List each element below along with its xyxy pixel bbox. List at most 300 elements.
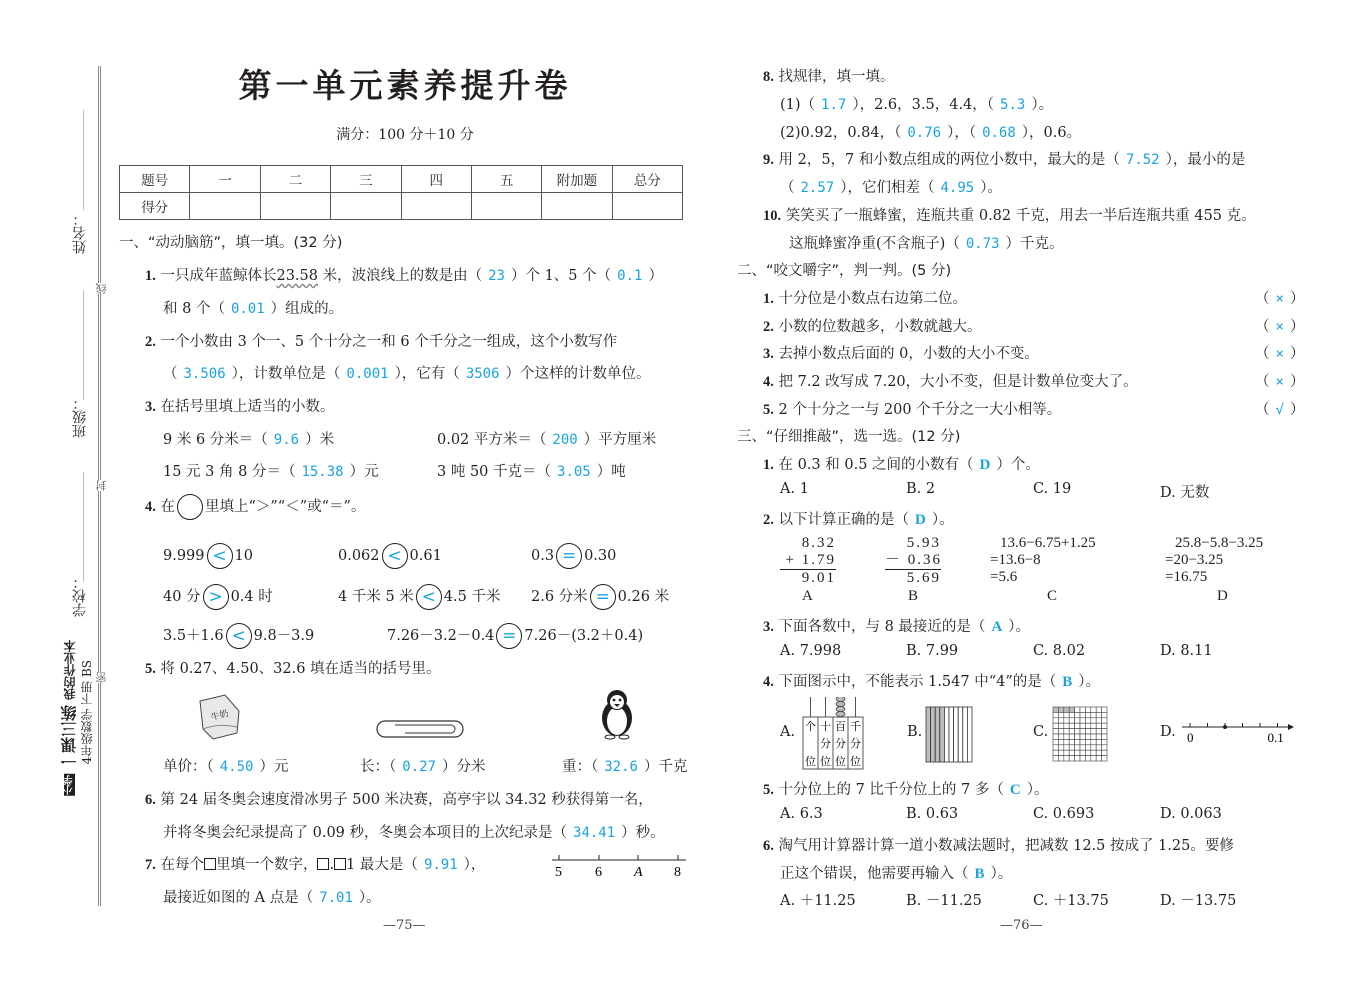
item-text: ）米: [305, 432, 335, 448]
page-number-right: —76—: [1000, 918, 1043, 933]
grid-cell: [1069, 718, 1074, 723]
judge-item: [763, 342, 1039, 363]
score-table: [119, 165, 683, 220]
choice-question-6-line2: [780, 862, 1012, 883]
grid-cell: [1064, 739, 1069, 744]
grid-cell: [1102, 718, 1107, 723]
answer: 3.05: [557, 464, 591, 480]
score-header-cell: 附加题: [542, 166, 612, 193]
question-text: 下面各数中，与 8 最接近的是（: [778, 619, 986, 635]
abacus-column-label: 位: [805, 755, 816, 768]
question-number: 4.: [763, 674, 774, 690]
school-field-line: [83, 472, 84, 582]
question-8-part1: [780, 93, 1053, 114]
abacus-column-label: 分: [850, 737, 861, 750]
penguin-image: [596, 688, 638, 740]
answer: D: [914, 512, 926, 528]
answer: B: [1062, 674, 1073, 690]
grid-cell: [1075, 718, 1080, 723]
length-item: [360, 755, 485, 776]
answer: ×: [1275, 346, 1284, 363]
weight-item: [562, 755, 687, 776]
options-row: [780, 806, 1300, 826]
left-expr: 7.26－3.2－0.4: [387, 628, 495, 644]
bar-strip: [967, 707, 972, 762]
question-text: 小数的位数越多，小数就越大。: [778, 318, 982, 335]
grid-cell: [1053, 718, 1058, 723]
grid-cell: [1058, 734, 1063, 739]
question-text: 十分位上的 7 比千分位上的 7 多（: [778, 782, 1004, 798]
question-number: 7.: [145, 857, 156, 873]
answer: 0.27: [402, 759, 436, 775]
grid-cell: [1064, 734, 1069, 739]
brand-name: 一课三练: [60, 704, 79, 769]
grid-cell: [1069, 734, 1074, 739]
calc-label-b[interactable]: B: [908, 588, 919, 604]
right-expr: 0.26 米: [617, 589, 670, 605]
question-text: ）。: [980, 180, 1002, 196]
right-expr: 0.30: [584, 548, 617, 564]
answer: 3506: [465, 366, 500, 382]
page-title: 第一单元素养提升卷: [238, 66, 572, 105]
question-text: 十分位是小数点右边第二位。: [778, 291, 967, 307]
abacus-column-label: 分: [820, 737, 831, 750]
grid-cell: [1091, 739, 1096, 744]
question-number: 1.: [763, 457, 774, 473]
grid-cell: [1096, 734, 1101, 739]
grid-cell: [1102, 729, 1107, 734]
abacus-column-label: 个: [805, 720, 816, 733]
left-expr: 0.3: [531, 548, 555, 564]
tick-label: 8: [674, 865, 681, 880]
judge-answer-box[interactable]: （ × ）: [1255, 346, 1305, 363]
grid-cell: [1058, 750, 1063, 755]
tick-label: 5: [555, 865, 562, 880]
comparison-item: [163, 584, 273, 610]
item-text: ）吨: [596, 464, 626, 480]
score-cell[interactable]: [542, 193, 612, 220]
grid-cell: [1058, 756, 1063, 761]
grid-cell: [1096, 707, 1101, 712]
judge-answer-box[interactable]: （ × ）: [1255, 318, 1305, 335]
comparison-item: [338, 584, 500, 610]
answer: 0.1: [617, 268, 643, 284]
grid-cell: [1053, 750, 1058, 755]
abacus-diagram[interactable]: [801, 697, 865, 771]
option-d-label[interactable]: D.: [1160, 724, 1176, 740]
full-score: 满分：100 分＋10 分: [336, 127, 474, 143]
option-b[interactable]: B. 2: [906, 481, 936, 497]
calc-line: 8.32: [801, 535, 836, 551]
question-text: 下面图示中，不能表示 1.547 中“4”的是（: [778, 674, 1057, 690]
question-1-5: [145, 657, 441, 678]
grid-cell: [1085, 745, 1090, 750]
abacus-bead: [836, 712, 845, 717]
option-c[interactable]: C. 19: [1033, 481, 1072, 497]
question-1-1: [145, 264, 663, 285]
grid-cell: [1058, 718, 1063, 723]
question-number: 10.: [763, 208, 782, 224]
question-text: 2 个十分之一与 200 个千分之一大小相等。: [778, 401, 1062, 418]
item-text: 单价：（: [163, 759, 214, 775]
grid-cell: [1102, 750, 1107, 755]
score-cell[interactable]: [260, 193, 330, 220]
grid-cell: [1080, 734, 1085, 739]
option-d[interactable]: D. 8.11: [1160, 643, 1213, 659]
bar-model-diagram[interactable]: [925, 706, 975, 764]
comparison-circle[interactable]: <: [382, 543, 408, 569]
comparison-circle[interactable]: <: [226, 623, 252, 649]
score-cell[interactable]: [612, 193, 682, 220]
question-text: 最接近如图的 A 点是（: [163, 890, 314, 906]
right-expr: 9.8－3.9: [253, 628, 315, 644]
score-cell[interactable]: [471, 193, 541, 220]
option-c-label[interactable]: C.: [1033, 724, 1049, 740]
comparison-circle[interactable]: <: [416, 584, 442, 610]
question-number: 3.: [763, 346, 774, 363]
item-text: ）分米: [441, 759, 486, 775]
score-cell[interactable]: [401, 193, 471, 220]
question-1-6-line2: [163, 821, 665, 842]
grid-cell: [1069, 707, 1074, 712]
grid-cell: [1102, 734, 1107, 739]
milk-label: 牛奶: [209, 709, 230, 724]
bar-strip: [949, 707, 954, 762]
question-number: 3.: [763, 619, 774, 635]
calc-label-a[interactable]: A: [802, 588, 813, 604]
abacus-bead: [836, 707, 845, 712]
question-number: 4.: [145, 499, 156, 515]
answer: D: [979, 457, 991, 473]
grid-cell: [1064, 745, 1069, 750]
grid-cell: [1075, 745, 1080, 750]
grid-cell: [1102, 756, 1107, 761]
answer: 7.52: [1125, 152, 1160, 168]
question-number: 2.: [145, 334, 156, 350]
grid-cell: [1053, 745, 1058, 750]
grid-cell: [1096, 718, 1101, 723]
judge-answer-box[interactable]: （ √ ）: [1255, 401, 1305, 418]
option-a[interactable]: A. 7.998: [780, 643, 842, 659]
price-item: [163, 755, 288, 776]
section2-heading: 二、“咬文嚼字”，判一判。(5 分): [737, 263, 952, 279]
grid-cell: [1085, 750, 1090, 755]
section1-heading: 一、“动动脑筋”，填一填。(32 分): [119, 235, 343, 251]
question-text: 第 24 届冬奥会速度滑冰男子 500 米决赛，高亭宇以 34.32 秒获得第一名，: [160, 792, 653, 808]
calc-line: + 1.79: [780, 552, 836, 570]
grid-cell: [1091, 718, 1096, 723]
question-8: [763, 65, 894, 86]
answer: A: [991, 619, 1003, 635]
calc-label-c[interactable]: C: [1047, 588, 1058, 604]
question-text: .: [329, 857, 335, 873]
option-a[interactable]: A. 6.3: [780, 806, 823, 822]
option-b[interactable]: B. 7.99: [906, 643, 959, 659]
grid-cell: [1058, 712, 1063, 717]
option-a[interactable]: A. ＋11.25: [780, 893, 856, 909]
left-expr: 9.999: [163, 548, 205, 564]
score-header-cell: 题号: [120, 166, 190, 193]
right-expr: 7.26－(3.2＋0.4): [524, 628, 644, 644]
answer: 1.7: [821, 97, 847, 113]
calc-c: [990, 535, 1096, 586]
grid-cell: [1085, 729, 1090, 734]
grid-cell: [1053, 739, 1058, 744]
tick-label: 6: [595, 865, 602, 880]
calc-line: 9.01: [801, 570, 836, 586]
question-number: 3.: [145, 399, 156, 415]
question-text: ）。: [990, 866, 1013, 882]
grid-cell: [1058, 723, 1063, 728]
question-text: ），它们相差（: [840, 180, 935, 196]
abacus-column-label: 位: [850, 755, 861, 768]
item-text: 15 元 3 角 8 分＝（: [163, 464, 296, 480]
answer: 0.76: [907, 125, 942, 141]
left-expr: 2.6 分米: [531, 589, 588, 605]
question-10: [763, 204, 1256, 225]
hundred-grid-diagram[interactable]: [1052, 706, 1108, 762]
conversion-item: [163, 460, 379, 481]
answer: 2.57: [800, 180, 835, 196]
answer: B: [974, 866, 985, 882]
conversion-item: [163, 428, 334, 449]
option-a[interactable]: A. 1: [780, 481, 809, 497]
grid-cell: [1085, 739, 1090, 744]
question-text: 在每个: [160, 857, 204, 873]
comparison-circle[interactable]: >: [203, 584, 229, 610]
conversion-item: [437, 428, 656, 449]
question-text: ），它有（: [394, 366, 460, 382]
question-text: 用 2，5，7 和小数点组成的两位小数中，最大的是（: [778, 152, 1120, 168]
answer: 7.01: [319, 890, 353, 906]
number-line-5-to-8: [550, 852, 690, 882]
grid-cell: [1064, 712, 1069, 717]
school-field-label: 学校：: [72, 575, 88, 617]
right-expr: 0.61: [409, 548, 442, 564]
question-text: 以下计算正确的是（: [778, 512, 909, 528]
bar-strip: [931, 707, 936, 762]
grid-cell: [1075, 756, 1080, 761]
choice-question-1: [763, 453, 1040, 474]
option-b-label[interactable]: B.: [907, 724, 923, 740]
item-text: 0.02 平方米＝（: [437, 432, 547, 448]
grid-cell: [1096, 750, 1101, 755]
judge-answer-box[interactable]: （ × ）: [1255, 291, 1305, 307]
question-text: （: [163, 366, 178, 382]
choice-question-4: [763, 670, 1100, 691]
question-1-4: [145, 494, 365, 520]
question-text: 1 最大是（: [346, 857, 418, 873]
answer: 9.6: [273, 432, 300, 448]
bar-strip: [944, 707, 949, 762]
conversion-item: [437, 460, 626, 481]
grid-cell: [1075, 729, 1080, 734]
score-cell[interactable]: [190, 193, 260, 220]
question-text: 找规律，填一填。: [778, 69, 895, 85]
question-text: ）个这样的计数单位。: [505, 366, 651, 382]
tick-label: 0.1: [1267, 730, 1284, 745]
question-text: ），: [463, 857, 486, 873]
question-text: ），2.6，3.5，4.4，（: [852, 97, 995, 113]
abacus-bead: [836, 697, 845, 702]
question-text: 去掉小数点后面的 0，小数的大小不变。: [778, 346, 1039, 363]
brand-sub: 我的作业本: [63, 640, 77, 700]
score-cell[interactable]: [331, 193, 401, 220]
score-header-cell: 五: [471, 166, 541, 193]
question-text: 米，波浪线上的数是由（: [318, 268, 483, 284]
option-d[interactable]: D. 无数: [1160, 485, 1210, 501]
left-expr: 3.5＋1.6: [163, 628, 224, 644]
abacus-column-label: 分: [835, 737, 846, 750]
comparison-circle[interactable]: =: [556, 543, 582, 569]
item-text: ）千克: [643, 759, 688, 775]
grid-cell: [1053, 756, 1058, 761]
grid-cell: [1096, 723, 1101, 728]
question-text: ）。: [1008, 619, 1031, 635]
class-field-line: [83, 290, 84, 400]
grid-cell: [1069, 739, 1074, 744]
grid-cell: [1102, 712, 1107, 717]
grid-cell: [1080, 745, 1085, 750]
grid-cell: [1096, 739, 1101, 744]
brand-badge: 小学: [64, 774, 75, 795]
left-expr: 40 分: [163, 589, 201, 605]
question-9: [763, 148, 1245, 169]
answer: ×: [1275, 374, 1284, 391]
blank-square-icon: [334, 858, 346, 870]
name-field-label: 姓名：: [72, 212, 88, 254]
item-text: ）元: [259, 759, 289, 775]
grid-cell: [1053, 712, 1058, 717]
choice-question-5: [763, 778, 1048, 799]
item-text: 3 吨 50 千克＝（: [437, 464, 552, 480]
calc-d: [1165, 535, 1263, 586]
number-line-0-to-0.1[interactable]: [1180, 718, 1295, 746]
grid-cell: [1053, 707, 1058, 712]
answer: 0.01: [230, 301, 265, 317]
grid-cell: [1064, 756, 1069, 761]
right-expr: 4.5 千米: [443, 589, 501, 605]
answer: 15.38: [301, 464, 344, 480]
grid-cell: [1053, 734, 1058, 739]
grid-cell: [1064, 718, 1069, 723]
question-text: ）。: [1031, 97, 1054, 113]
grid-cell: [1058, 729, 1063, 734]
grid-cell: [1085, 707, 1090, 712]
comparison-item: [163, 623, 314, 649]
question-text: ），（: [947, 125, 977, 141]
grid-cell: [1069, 723, 1074, 728]
circle-icon: [177, 494, 203, 520]
grid-cell: [1085, 718, 1090, 723]
question-text: 将 0.27、4.50、32.6 填在适当的括号里。: [160, 661, 441, 677]
score-row-label: 得分: [120, 193, 190, 220]
arrow-icon: [1288, 724, 1294, 730]
question-8-part2: [780, 121, 1081, 142]
abacus-bead: [836, 702, 845, 707]
comparison-item: [387, 623, 643, 649]
answer: 4.50: [219, 759, 254, 775]
judge-item: [763, 370, 1138, 391]
comparison-circle[interactable]: <: [207, 543, 233, 569]
calc-line: =13.6−8: [990, 552, 1041, 568]
grid-cell: [1096, 756, 1101, 761]
score-header-cell: 一: [190, 166, 260, 193]
question-text: 在括号里填上适当的小数。: [160, 399, 335, 415]
point-marker: [1223, 725, 1227, 729]
answer: 9.91: [423, 857, 458, 873]
seal-mark-line: 线: [95, 283, 108, 294]
paper-clip-image: [375, 718, 465, 740]
bar-strip: [935, 707, 940, 762]
judge-answer-box[interactable]: （ × ）: [1255, 374, 1305, 391]
option-a-label[interactable]: A.: [780, 724, 796, 740]
grid-cell: [1069, 729, 1074, 734]
calc-line: － 0.36: [885, 552, 943, 568]
answer: ×: [1275, 318, 1284, 335]
wavy-number: 23.58: [276, 268, 318, 284]
comparison-circle[interactable]: =: [590, 584, 616, 610]
grid-cell: [1091, 723, 1096, 728]
option-c[interactable]: C. ＋13.75: [1033, 893, 1109, 909]
blank-square-icon: [204, 858, 216, 870]
grid-cell: [1085, 756, 1090, 761]
item-text: 长：（: [360, 759, 397, 775]
question-text: 一只成年蓝鲸体长: [160, 268, 277, 284]
comparison-item: [338, 543, 442, 569]
grid-cell: [1058, 739, 1063, 744]
option-d[interactable]: D. 0.063: [1160, 806, 1222, 822]
grid-cell: [1080, 729, 1085, 734]
grid-cell: [1080, 723, 1085, 728]
calc-b: [885, 535, 941, 587]
option-c[interactable]: C. 8.02: [1033, 643, 1086, 659]
question-number: 1.: [145, 268, 156, 284]
grid-cell: [1085, 734, 1090, 739]
question-text: ），计数单位是（: [231, 366, 341, 382]
option-c[interactable]: C. 0.693: [1033, 806, 1095, 822]
question-number: 9.: [763, 152, 774, 168]
answer: C: [1009, 782, 1021, 798]
answer: 23: [488, 268, 505, 284]
option-b[interactable]: B. 0.63: [906, 806, 959, 822]
grid-cell: [1085, 723, 1090, 728]
grid-cell: [1091, 729, 1096, 734]
calc-label-d[interactable]: D: [1217, 588, 1228, 604]
option-b[interactable]: B. －11.25: [906, 893, 982, 909]
comparison-circle[interactable]: =: [496, 623, 522, 649]
question-number: 2.: [763, 318, 774, 335]
tick-label: A: [634, 865, 643, 880]
answer: 3.506: [183, 366, 226, 382]
question-text: 里填一个数字，: [215, 857, 318, 873]
bar-strip: [954, 707, 959, 762]
answer: 32.6: [604, 759, 638, 775]
calc-line: 25.8−5.8−3.25: [1175, 535, 1264, 551]
abacus-column-label: 千: [850, 720, 861, 733]
score-table-score-row: [120, 193, 683, 220]
grid-cell: [1091, 734, 1096, 739]
option-d[interactable]: D. －13.75: [1160, 893, 1237, 909]
question-1-6: [145, 788, 653, 809]
milk-bag-image: [195, 693, 245, 741]
grid-cell: [1096, 745, 1101, 750]
question-number: 1.: [763, 291, 774, 307]
grid-cell: [1091, 756, 1096, 761]
item-text: 重：（: [562, 759, 599, 775]
grid-cell: [1080, 750, 1085, 755]
item-text: 9 米 6 分米＝（: [163, 432, 268, 448]
